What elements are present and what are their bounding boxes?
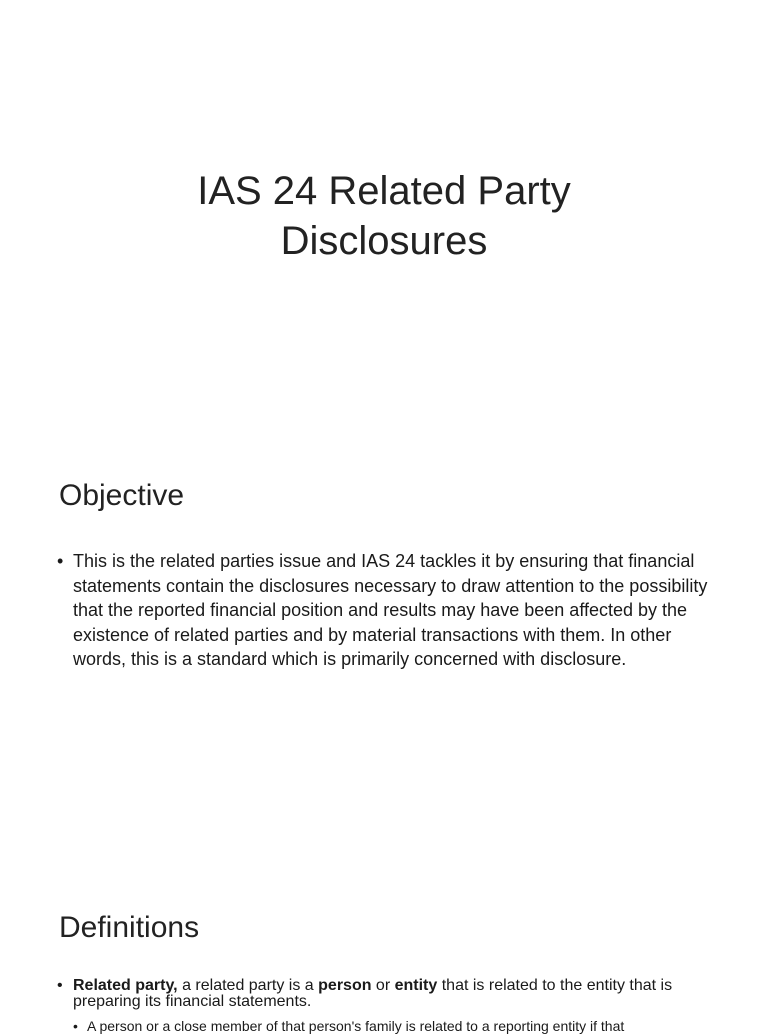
related-party-term: Related party, <box>73 977 178 994</box>
entity-term: entity <box>394 977 438 994</box>
related-party-text-1: a related party is a <box>177 977 319 994</box>
related-party-text-3: that is related to the entity that is preparing its financial statements. <box>73 977 673 1010</box>
title-line-2: Disclosures <box>280 219 488 263</box>
related-party-text-2: or <box>371 977 395 994</box>
bullet-dot-icon: • <box>57 977 63 994</box>
objective-bullet <box>57 549 728 672</box>
person-sub-bullet-text: A person or a close member of that person's family is related to a reporting entity if that <box>87 1018 625 1034</box>
related-party-bullet <box>57 978 728 1010</box>
objective-heading: Objective <box>59 479 185 512</box>
definitions-bullet-list <box>57 978 728 1034</box>
title-slide <box>0 0 768 432</box>
slide-title <box>0 166 768 266</box>
definitions-slide <box>0 868 768 1034</box>
objective-bullet-text: This is the related parties issue and IAS 24 tackles it by ensuring that financial statements contain the disclosures necessary to draw attention to the possibility that the reported financial position and results may have been affected by the existence of related parties and by material transactions with them. In other words, this is a standard which is primarily concerned with disclosure. <box>73 551 708 669</box>
bullet-dot-icon: • <box>57 551 64 571</box>
person-term: person <box>318 977 372 994</box>
objective-slide <box>0 432 768 868</box>
objective-bullet-list <box>57 549 728 672</box>
definitions-heading: Definitions <box>59 911 200 944</box>
title-line-1: IAS 24 Related Party <box>197 169 571 213</box>
person-sub-bullet <box>57 1018 728 1034</box>
sub-bullet-dot-icon: • <box>73 1018 78 1034</box>
